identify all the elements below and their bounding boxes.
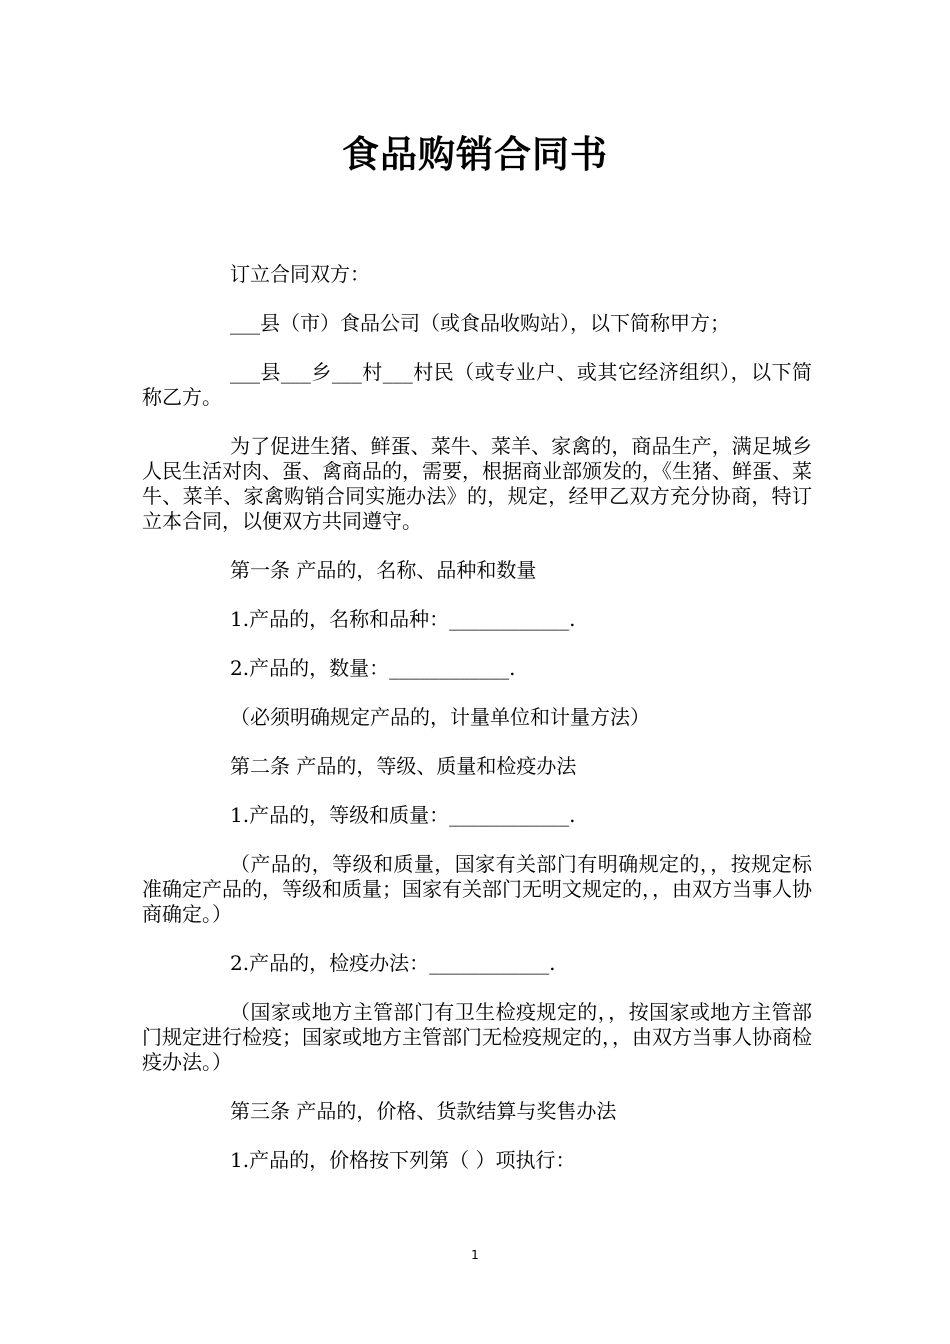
page-number: 1 [471, 1248, 479, 1262]
article-2-item-2: 2.产品的，检疫办法：____________. [230, 951, 556, 975]
paragraph-preamble: 为了促进生猪、鲜蛋、菜牛、菜羊、家禽的，商品生产，满足城乡人民生活对肉、蛋、禽商品的，需要，根据商业部颁发的，《生猪、鲜蛋、菜牛、菜羊、家禽购销合同实施办法》的，规定，经甲乙双方充分协商，特订立本合同，以便双方共同遵守。 [142, 434, 812, 533]
article-3-item-1: 1.产品的，价格按下列第（ ）项执行： [230, 1148, 576, 1172]
article-1-heading: 第一条 产品的，名称、品种和数量 [230, 558, 537, 582]
article-2-heading: 第二条 产品的，等级、质量和检疫办法 [230, 754, 577, 778]
article-2-note-2: （国家或地方主管部门有卫生检疫规定的，，按国家或地方主管部门规定进行检疫；国家或地方主管部门无检疫规定的，，由双方当事人协商检疫办法。） [142, 1000, 812, 1074]
paragraph-parties-heading: 订立合同双方： [230, 262, 370, 286]
article-1-note: （必须明确规定产品的，计量单位和计量方法） [230, 705, 650, 729]
article-2-item-1: 1.产品的，等级和质量：____________. [230, 803, 576, 827]
article-1-item-2: 2.产品的，数量：____________. [230, 656, 516, 680]
document-body [142, 262, 812, 1197]
document-title: 食品购销合同书 [342, 133, 608, 176]
article-3-heading: 第三条 产品的，价格、货款结算与奖售办法 [230, 1099, 617, 1123]
paragraph-party-a: ___县（市）食品公司（或食品收购站），以下简称甲方； [230, 311, 730, 335]
article-2-note-1: （产品的，等级和质量，国家有关部门有明确规定的，，按规定标准确定产品的，等级和质量；国家有关部门无明文规定的，，由双方当事人协商确定。） [142, 852, 812, 926]
paragraph-party-b: ___县___乡___村___村民（或专业户、或其它经济组织），以下简称乙方。 [142, 360, 812, 409]
article-1-item-1: 1.产品的，名称和品种：____________. [230, 607, 576, 631]
